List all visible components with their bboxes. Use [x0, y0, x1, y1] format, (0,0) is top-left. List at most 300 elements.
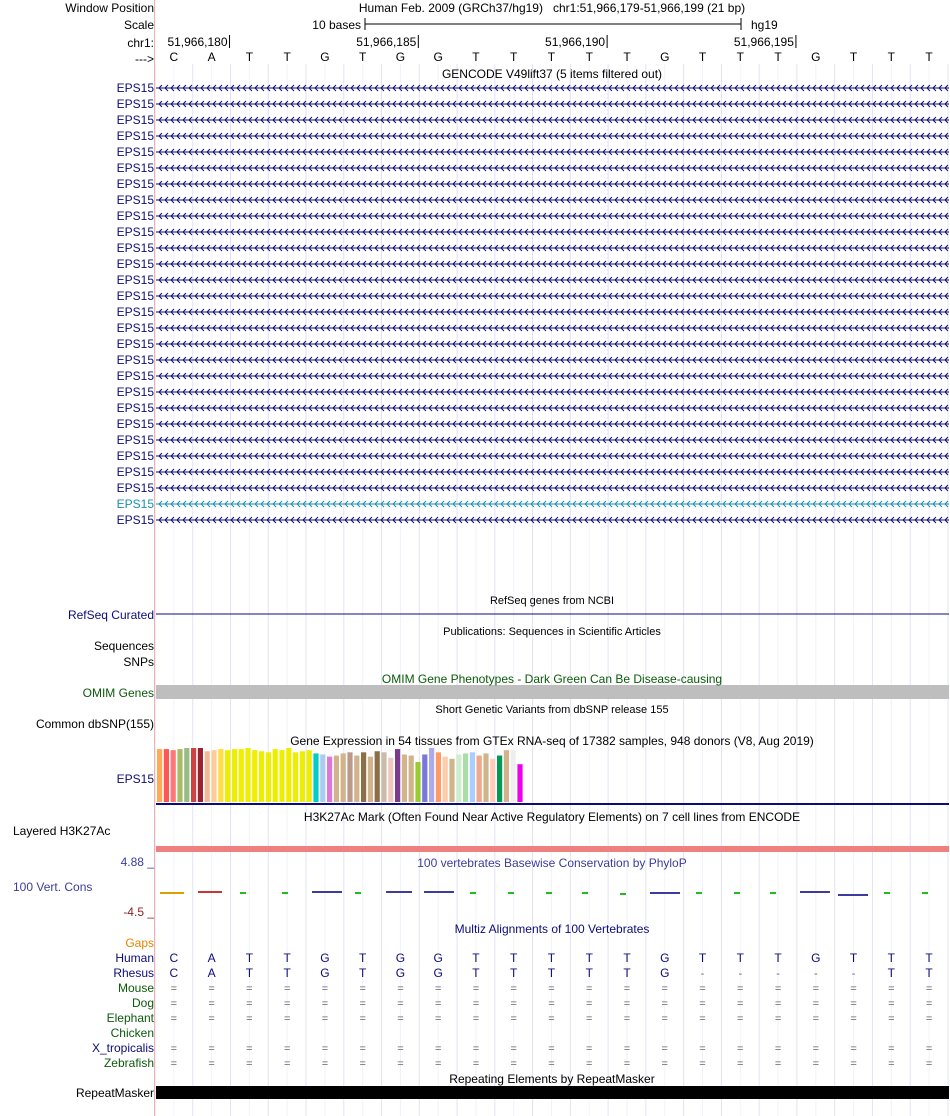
multiz-base: G: [660, 966, 670, 980]
gtex-tissue-bar[interactable]: [422, 754, 427, 802]
gencode-transcript-label[interactable]: EPS15: [116, 465, 154, 479]
multiz-base: =: [510, 1013, 517, 1025]
multiz-base: G: [660, 951, 670, 965]
multiz-base: =: [699, 1043, 706, 1055]
base-letter: T: [472, 50, 480, 64]
gtex-tissue-bar[interactable]: [245, 748, 250, 802]
phylop-label[interactable]: 100 Vert. Cons: [13, 880, 93, 894]
multiz-base: =: [737, 1013, 744, 1025]
gencode-transcript-label[interactable]: EPS15: [116, 177, 154, 191]
gencode-transcript-label[interactable]: EPS15: [116, 513, 154, 527]
gtex-tissue-bar[interactable]: [477, 756, 482, 802]
gtex-tissue-bar[interactable]: [300, 751, 305, 802]
multiz-base: =: [397, 1013, 404, 1025]
gencode-transcript-label[interactable]: EPS15: [116, 241, 154, 255]
gtex-tissue-bar[interactable]: [402, 754, 407, 802]
gtex-tissue-bar[interactable]: [334, 756, 339, 802]
gencode-transcript-label[interactable]: EPS15: [116, 161, 154, 175]
position-text: chr1:51,966,179-51,966,199 (21 bp): [552, 1, 746, 15]
gtex-tissue-bar[interactable]: [511, 750, 516, 802]
multiz-species-label[interactable]: X_tropicalis: [91, 1041, 154, 1055]
phylop-max-label: 4.88 _: [120, 855, 154, 869]
gtex-tissue-bar[interactable]: [218, 749, 223, 802]
multiz-base: T: [510, 951, 518, 965]
scale-text: 10 bases: [312, 18, 361, 32]
multiz-base: =: [283, 998, 291, 1010]
repeatmasker-label[interactable]: RepeatMasker: [75, 1086, 154, 1100]
multiz-base: =: [623, 983, 631, 995]
gtex-tissue-bar[interactable]: [225, 750, 230, 802]
gtex-label[interactable]: EPS15: [116, 772, 154, 786]
gencode-title: GENCODE V49lift37 (5 items filtered out): [441, 67, 663, 81]
gtex-tissue-bar[interactable]: [429, 748, 434, 802]
phylop-score-mark: [424, 891, 454, 893]
gtex-tissue-bar[interactable]: [341, 753, 346, 802]
multiz-base: =: [208, 998, 215, 1010]
multiz-base: =: [321, 1043, 329, 1055]
multiz-base: =: [774, 1058, 782, 1070]
gtex-tissue-bar[interactable]: [347, 752, 352, 802]
repeatmasker-element[interactable]: [156, 1086, 949, 1099]
multiz-base: =: [472, 1013, 480, 1025]
multiz-base: =: [699, 983, 706, 995]
multiz-base: =: [283, 983, 291, 995]
multiz-base: =: [548, 983, 555, 995]
multiz-base: =: [888, 983, 895, 995]
gencode-transcript-label[interactable]: EPS15: [116, 305, 154, 319]
base-letter: A: [207, 50, 216, 64]
multiz-base: A: [207, 951, 216, 965]
multiz-base: =: [661, 1013, 668, 1025]
gencode-transcript-label[interactable]: EPS15: [116, 273, 154, 287]
gtex-tissue-bar[interactable]: [266, 752, 271, 802]
multiz-base: T: [887, 951, 895, 965]
multiz-species-label[interactable]: Zebrafish: [103, 1056, 154, 1070]
gtex-tissue-bar[interactable]: [205, 751, 210, 802]
gtex-tissue-bar[interactable]: [198, 748, 203, 802]
base-letter: G: [811, 50, 821, 64]
multiz-base: =: [283, 1043, 291, 1055]
multiz-base: =: [170, 983, 178, 995]
multiz-base: G: [320, 966, 330, 980]
multiz-base: T: [887, 966, 895, 980]
multiz-base: =: [283, 1013, 291, 1025]
phylop-score-mark: [282, 892, 288, 894]
gencode-transcript-label[interactable]: EPS15: [116, 257, 154, 271]
multiz-base: =: [925, 1013, 933, 1025]
multiz-base: T: [585, 951, 593, 965]
gencode-transcript-label[interactable]: EPS15: [116, 209, 154, 223]
ruler-tick-label: 51,966,190: [545, 35, 606, 49]
sequences-label[interactable]: Sequences: [93, 639, 154, 653]
gaps-label: Gaps: [125, 936, 154, 950]
base-letter: T: [849, 50, 858, 64]
multiz-base: T: [774, 951, 782, 965]
phylop-score-mark: [582, 892, 588, 894]
multiz-base: =: [283, 1058, 291, 1070]
gencode-transcript-label[interactable]: EPS15: [116, 129, 154, 143]
gencode-transcript-label[interactable]: EPS15: [116, 449, 154, 463]
gtex-tissue-bar[interactable]: [490, 759, 495, 802]
base-letter: T: [887, 50, 895, 64]
gtex-tissue-bar[interactable]: [415, 762, 420, 802]
phylop-score-mark: [470, 892, 476, 894]
multiz-base: =: [737, 1043, 744, 1055]
track-labels-panel: [0, 0, 154, 1116]
omim-label[interactable]: OMIM Genes: [82, 686, 154, 700]
gtex-tissue-bar[interactable]: [157, 749, 162, 802]
multiz-base: T: [547, 951, 556, 965]
snps-label[interactable]: SNPs: [123, 655, 154, 669]
phylop-score-mark: [160, 892, 184, 894]
multiz-base: =: [510, 998, 517, 1010]
multiz-base: =: [812, 1013, 820, 1025]
phylop-score-mark: [508, 892, 514, 894]
gtex-tissue-bar[interactable]: [320, 754, 325, 802]
multiz-base: =: [548, 1043, 555, 1055]
multiz-base: =: [434, 1043, 442, 1055]
multiz-base: =: [321, 1058, 329, 1070]
multiz-base: =: [812, 1058, 820, 1070]
multiz-base: =: [208, 983, 215, 995]
gtex-tissue-bar[interactable]: [375, 751, 380, 802]
phylop-score-mark: [650, 892, 680, 894]
multiz-base: =: [661, 1058, 668, 1070]
gtex-tissue-bar[interactable]: [395, 749, 400, 802]
base-letter: G: [320, 50, 330, 64]
multiz-base: =: [397, 998, 404, 1010]
multiz-base: =: [359, 1043, 366, 1055]
base-letter: T: [359, 50, 367, 64]
base-letter: T: [774, 50, 782, 64]
multiz-base: =: [397, 1043, 404, 1055]
multiz-base: =: [321, 983, 329, 995]
ruler-tick-label: 51,966,180: [167, 35, 228, 49]
base-letter: T: [925, 50, 933, 64]
base-letter: T: [283, 50, 291, 64]
gtex-tissue-bar[interactable]: [307, 750, 312, 802]
multiz-base: T: [698, 951, 707, 965]
multiz-base: =: [774, 998, 782, 1010]
multiz-base: =: [661, 1043, 668, 1055]
phylop-score-mark: [800, 891, 830, 893]
multiz-species-label[interactable]: Rhesus: [113, 966, 154, 980]
gtex-tissue-bar[interactable]: [463, 753, 468, 802]
base-letter: T: [698, 50, 707, 64]
multiz-base: =: [737, 983, 744, 995]
gtex-tissue-bar[interactable]: [164, 749, 169, 802]
multiz-base: =: [359, 1058, 366, 1070]
gtex-tissue-bar[interactable]: [354, 756, 359, 802]
multiz-base: =: [434, 1058, 442, 1070]
multiz-base: =: [208, 1043, 215, 1055]
gencode-transcript-label[interactable]: EPS15: [116, 321, 154, 335]
gtex-tissue-bar[interactable]: [504, 750, 509, 802]
multiz-base: =: [623, 1013, 631, 1025]
gtex-tissue-bar[interactable]: [286, 748, 291, 802]
multiz-base: G: [320, 951, 330, 965]
gtex-tissue-bar[interactable]: [483, 753, 488, 802]
scale-label: Scale: [123, 18, 154, 32]
multiz-base: -: [738, 968, 743, 980]
multiz-base: G: [433, 966, 443, 980]
multiz-base: =: [397, 1058, 404, 1070]
gtex-tissue-bar[interactable]: [517, 764, 522, 802]
multiz-base: =: [812, 1043, 820, 1055]
base-letter: G: [660, 50, 670, 64]
multiz-base: =: [850, 1013, 857, 1025]
gencode-transcript-label[interactable]: EPS15: [116, 417, 154, 431]
multiz-base: =: [246, 983, 253, 995]
base-letter: T: [585, 50, 593, 64]
multiz-base: =: [472, 983, 480, 995]
multiz-base: =: [925, 998, 933, 1010]
multiz-base: =: [623, 1043, 631, 1055]
multiz-base: =: [699, 998, 706, 1010]
multiz-base: T: [925, 966, 933, 980]
multiz-base: =: [548, 1058, 555, 1070]
gencode-transcript-label[interactable]: EPS15: [116, 289, 154, 303]
gencode-transcript-label[interactable]: EPS15: [116, 369, 154, 383]
ruler-tick-label: 51,966,185: [356, 35, 417, 49]
multiz-base: =: [510, 1043, 517, 1055]
assembly-position-title: [359, 1, 745, 15]
multiz-species-label[interactable]: Dog: [131, 996, 154, 1010]
multiz-base: =: [170, 998, 178, 1010]
multiz-base: =: [925, 983, 933, 995]
h3k27ac-title: H3K27Ac Mark (Often Found Near Active Regulatory Elements) on 7 cell lines from ENCODE: [303, 810, 801, 824]
multiz-base: =: [888, 998, 895, 1010]
phylop-score-mark: [198, 891, 222, 893]
gencode-transcript-label[interactable]: EPS15: [116, 81, 154, 95]
multiz-species-label[interactable]: Mouse: [117, 981, 154, 995]
multiz-base: =: [774, 1043, 782, 1055]
multiz-base: T: [245, 966, 254, 980]
phylop-score-mark: [922, 892, 928, 894]
gtex-title: Gene Expression in 54 tissues from GTEx RNA-seq of 17382 samples, 948 donors (V8, Aug 2019): [290, 734, 814, 748]
multiz-base: T: [849, 951, 858, 965]
phylop-score-mark: [620, 893, 626, 895]
refseq-label[interactable]: RefSeq Curated: [67, 608, 154, 622]
gtex-tissue-bar[interactable]: [293, 752, 298, 802]
dbsnp-label[interactable]: Common dbSNP(155): [35, 717, 154, 731]
phylop-score-mark: [240, 892, 246, 894]
gencode-transcript-label[interactable]: EPS15: [116, 433, 154, 447]
gtex-tissue-bar[interactable]: [497, 756, 502, 802]
multiz-base: =: [737, 1058, 744, 1070]
gencode-transcript-label[interactable]: EPS15: [116, 225, 154, 239]
multiz-base: A: [207, 966, 216, 980]
multiz-base: -: [776, 968, 780, 980]
multiz-base: =: [699, 1058, 706, 1070]
multiz-base: =: [510, 1058, 517, 1070]
base-letter: T: [547, 50, 556, 64]
gtex-tissue-bar[interactable]: [470, 752, 475, 802]
phylop-score-mark: [838, 894, 868, 896]
base-letter: T: [510, 50, 518, 64]
multiz-base: =: [925, 1043, 933, 1055]
phylop-score-mark: [386, 891, 412, 893]
multiz-title: Multiz Alignments of 100 Vertebrates: [454, 922, 650, 936]
multiz-base: T: [547, 966, 556, 980]
multiz-base: =: [246, 1058, 253, 1070]
gtex-tissue-bar[interactable]: [232, 749, 237, 802]
multiz-base: =: [586, 998, 593, 1010]
multiz-base: T: [472, 951, 480, 965]
gencode-transcript-label[interactable]: EPS15: [116, 497, 154, 511]
multiz-base: T: [245, 951, 254, 965]
multiz-base: =: [661, 998, 668, 1010]
multiz-base: -: [813, 968, 818, 980]
gtex-tissue-bar[interactable]: [252, 750, 257, 802]
label-divider: [154, 0, 155, 1116]
gencode-transcript-label[interactable]: EPS15: [116, 97, 154, 111]
gtex-tissue-bar[interactable]: [388, 758, 393, 802]
multiz-base: =: [208, 1013, 215, 1025]
repeatmasker-title: Repeating Elements by RepeatMasker: [449, 1072, 655, 1086]
multiz-base: G: [811, 951, 821, 965]
multiz-base: =: [434, 998, 442, 1010]
base-letter: C: [169, 50, 179, 64]
gtex-tissue-bar[interactable]: [191, 748, 196, 802]
gencode-transcript-label[interactable]: EPS15: [116, 385, 154, 399]
multiz-base: =: [586, 1043, 593, 1055]
multiz-base: T: [283, 951, 291, 965]
multiz-base: =: [623, 1058, 631, 1070]
gtex-tissue-bar[interactable]: [449, 759, 454, 802]
multiz-base: =: [888, 1013, 895, 1025]
multiz-base: T: [585, 966, 593, 980]
multiz-base: =: [623, 998, 631, 1010]
base-letter: T: [623, 50, 631, 64]
chrom-label: chr1:: [127, 36, 154, 50]
multiz-base: =: [472, 998, 480, 1010]
multiz-base: =: [359, 998, 366, 1010]
multiz-base: =: [586, 983, 593, 995]
gtex-tissue-bar[interactable]: [456, 754, 461, 802]
multiz-base: G: [433, 951, 443, 965]
h3k27ac-signal[interactable]: [156, 846, 949, 852]
multiz-base: =: [888, 1058, 895, 1070]
multiz-base: =: [246, 998, 253, 1010]
multiz-base: T: [623, 966, 631, 980]
refseq-title: RefSeq genes from NCBI: [489, 595, 615, 607]
multiz-base: =: [888, 1043, 895, 1055]
multiz-base: =: [397, 983, 404, 995]
multiz-base: G: [395, 966, 406, 980]
db-label: hg19: [751, 18, 778, 32]
multiz-base: -: [851, 968, 856, 980]
multiz-base: =: [661, 983, 668, 995]
multiz-base: =: [774, 1013, 782, 1025]
multiz-base: T: [359, 966, 367, 980]
omim-gene-bar[interactable]: [156, 685, 949, 699]
multiz-base: =: [548, 998, 555, 1010]
multiz-base: =: [812, 983, 820, 995]
phylop-title: 100 vertebrates Basewise Conservation by PhyloP: [417, 856, 687, 870]
base-letter: G: [395, 50, 406, 64]
gtex-tissue-bar[interactable]: [368, 757, 373, 802]
multiz-base: =: [812, 998, 820, 1010]
base-letter: T: [736, 50, 744, 64]
phylop-score-mark: [734, 892, 740, 894]
gtex-tissue-bar[interactable]: [436, 752, 441, 802]
base-letter: G: [433, 50, 443, 64]
multiz-base: =: [850, 998, 857, 1010]
multiz-base: =: [170, 1043, 178, 1055]
multiz-base: =: [737, 998, 744, 1010]
omim-title: OMIM Gene Phenotypes - Dark Green Can Be Disease-causing: [381, 672, 723, 686]
gencode-transcript-label[interactable]: EPS15: [116, 401, 154, 415]
multiz-base: =: [850, 1043, 857, 1055]
phylop-score-mark: [546, 892, 552, 894]
multiz-base: G: [395, 951, 406, 965]
multiz-base: =: [586, 1013, 593, 1025]
publications-title: Publications: Sequences in Scientific Articles: [443, 626, 661, 638]
multiz-base: =: [850, 1058, 857, 1070]
multiz-base: T: [925, 951, 933, 965]
gtex-tissue-bar[interactable]: [381, 752, 386, 802]
gencode-transcript-label[interactable]: EPS15: [116, 337, 154, 351]
window-position-label: Window Position: [65, 1, 154, 15]
gtex-tissue-bar[interactable]: [259, 751, 264, 802]
dbsnp-title: Short Genetic Variants from dbSNP release 155: [435, 704, 669, 716]
multiz-species-label[interactable]: Human: [115, 951, 154, 965]
multiz-base: =: [359, 983, 366, 995]
phylop-min-label: -4.5 _: [123, 905, 154, 919]
multiz-base: T: [359, 951, 367, 965]
gtex-tissue-bar[interactable]: [361, 752, 366, 802]
multiz-base: T: [623, 951, 631, 965]
phylop-score-mark: [355, 892, 361, 894]
gtex-tissue-bar[interactable]: [239, 749, 244, 802]
gtex-tissue-bar[interactable]: [273, 749, 278, 802]
gtex-tissue-bar[interactable]: [327, 757, 332, 802]
gtex-tissue-bar[interactable]: [443, 757, 448, 802]
gtex-tissue-bar[interactable]: [184, 748, 189, 802]
gtex-tissue-bar[interactable]: [211, 750, 216, 802]
multiz-base: =: [321, 1013, 329, 1025]
gtex-tissue-bar[interactable]: [177, 749, 182, 802]
gencode-transcript-label[interactable]: EPS15: [116, 481, 154, 495]
multiz-base: =: [246, 1043, 253, 1055]
multiz-base: -: [700, 968, 705, 980]
multiz-base: =: [548, 1013, 555, 1025]
gtex-tissue-bar[interactable]: [279, 750, 284, 802]
gencode-transcript-label[interactable]: EPS15: [116, 353, 154, 367]
multiz-base: =: [510, 983, 517, 995]
multiz-base: =: [586, 1058, 593, 1070]
gtex-tissue-bar[interactable]: [313, 753, 318, 802]
h3k27ac-label[interactable]: Layered H3K27Ac: [13, 824, 111, 838]
multiz-base: =: [925, 1058, 933, 1070]
ruler-tick-label: 51,966,195: [733, 35, 794, 49]
gencode-transcript-label[interactable]: EPS15: [116, 145, 154, 159]
multiz-species-label[interactable]: Elephant: [106, 1011, 154, 1025]
gencode-transcript-label[interactable]: EPS15: [116, 113, 154, 127]
multiz-base: T: [510, 966, 518, 980]
multiz-base: =: [321, 998, 329, 1010]
multiz-base: =: [434, 983, 442, 995]
gtex-tissue-bar[interactable]: [171, 750, 176, 802]
multiz-base: =: [472, 1058, 480, 1070]
gencode-transcript-label[interactable]: EPS15: [116, 193, 154, 207]
multiz-species-label[interactable]: Chicken: [110, 1026, 154, 1040]
multiz-base: C: [169, 951, 179, 965]
multiz-base: =: [472, 1043, 480, 1055]
gtex-tissue-bar[interactable]: [409, 756, 414, 802]
phylop-score-mark: [884, 892, 890, 894]
